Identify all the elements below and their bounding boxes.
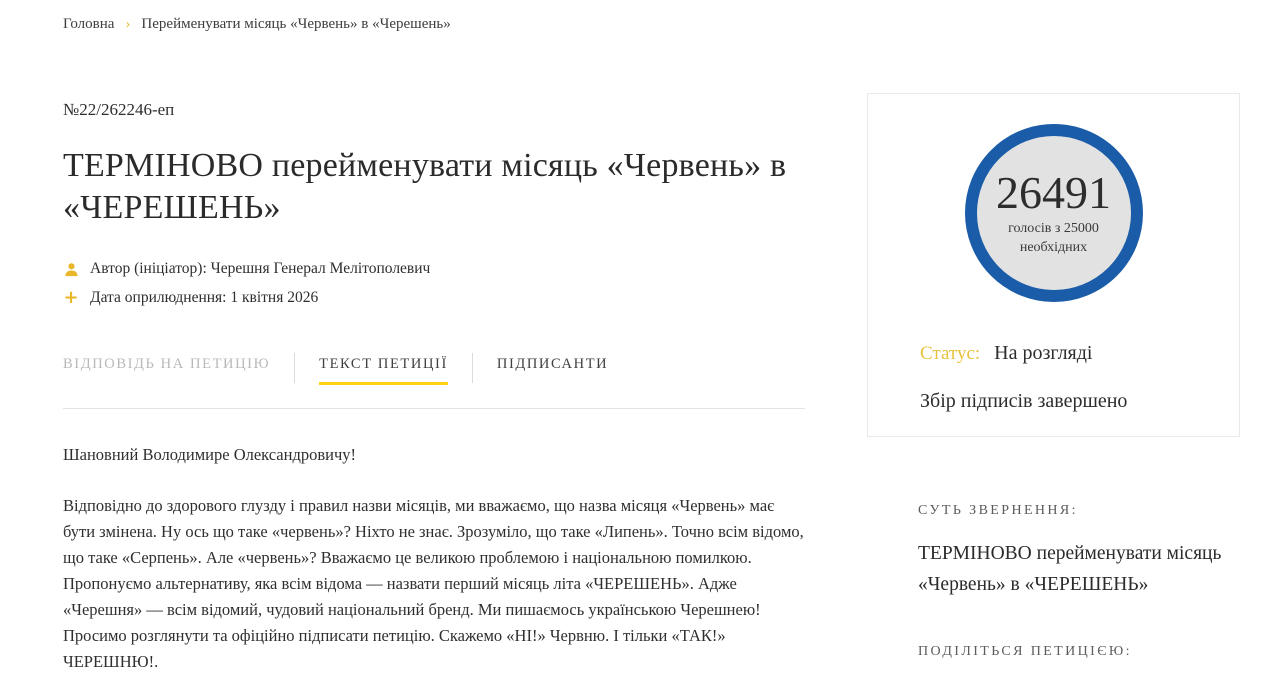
petition-meta	[63, 260, 805, 307]
vote-subtext-line1: голосів з 25000	[1008, 220, 1099, 236]
vote-subtext-line2: необхідних	[1019, 239, 1088, 255]
published-text: Дата оприлюднення: 1 квітня 2026	[90, 289, 319, 306]
status-row	[920, 342, 1239, 365]
breadcrumb-separator-icon: ›	[125, 16, 131, 32]
petition-paragraph: Відповідно до здорового глузду і правил назви місяців, ми вважаємо, що назва місяця «Червень» має бути змінена. Ну ось що таке «червень»? Ніхто не знає. Зрозуміло, що таке «Липень». Точно всім відомо, що таке «Серпень». Але «червень»? Вважаємо це великою проблемою і національною помилкою. Пропонуємо альтернативу, яка всім відома — назвати перший місяць літа «ЧЕРЕШЕНЬ». Адже «Черешня» — всім відомий, чудовий національний бренд. Ми пишаємось українською Черешнею! Просимо розглянути та офіційно підписати петицію. Скажемо «НІ!» Червню. І тільки «ТАК!» ЧЕРЕШНЮ!.	[63, 496, 804, 671]
author-icon	[63, 262, 79, 277]
share-heading: ПОДІЛІТЬСЯ ПЕТИЦІЄЮ:	[918, 644, 1132, 659]
petition-number: №22/262246-еп	[63, 100, 175, 119]
breadcrumb-current: Перейменувати місяць «Червень» в «Черешень»	[141, 16, 451, 32]
petition-main	[63, 100, 805, 675]
tabs-divider	[63, 408, 805, 409]
tab-separator	[294, 353, 295, 383]
side-lower	[918, 503, 1240, 680]
breadcrumb	[63, 16, 451, 33]
petition-greeting: Шановний Володимире Олександровичу!	[63, 445, 357, 464]
tab-petition-text[interactable]: ТЕКСТ ПЕТИЦІЇ	[319, 356, 448, 385]
tab-separator	[472, 353, 473, 383]
status-value: На розгляді	[994, 342, 1093, 364]
tab-signers[interactable]: ПІДПИСАНТИ	[496, 356, 609, 372]
petition-title: ТЕРМІНОВО перейменувати місяць «Червень» в «ЧЕРЕШЕНЬ»	[63, 147, 787, 226]
petition-body	[63, 442, 805, 675]
author-text: Автор (ініціатор): Черешня Генерал Мелітополевич	[90, 260, 431, 277]
collection-note: Збір підписів завершено	[920, 390, 1128, 412]
tab-answer[interactable]: ВІДПОВІДЬ НА ПЕТИЦІЮ	[63, 356, 271, 372]
vote-subtext	[1008, 219, 1099, 257]
essence-heading: СУТЬ ЗВЕРНЕННЯ:	[918, 503, 1078, 518]
breadcrumb-home-link[interactable]: Головна	[63, 16, 115, 32]
votes-card	[867, 93, 1240, 437]
author-row	[63, 260, 805, 278]
published-row	[63, 289, 805, 307]
status-label: Статус:	[920, 343, 981, 364]
vote-count: 26491	[996, 166, 1111, 218]
essence-text: ТЕРМІНОВО перейменувати місяць «Червень» в «ЧЕРЕШЕНЬ»	[918, 543, 1222, 595]
petition-tabs	[63, 356, 805, 385]
vote-count-circle	[965, 124, 1143, 302]
plus-icon: +	[63, 287, 79, 308]
